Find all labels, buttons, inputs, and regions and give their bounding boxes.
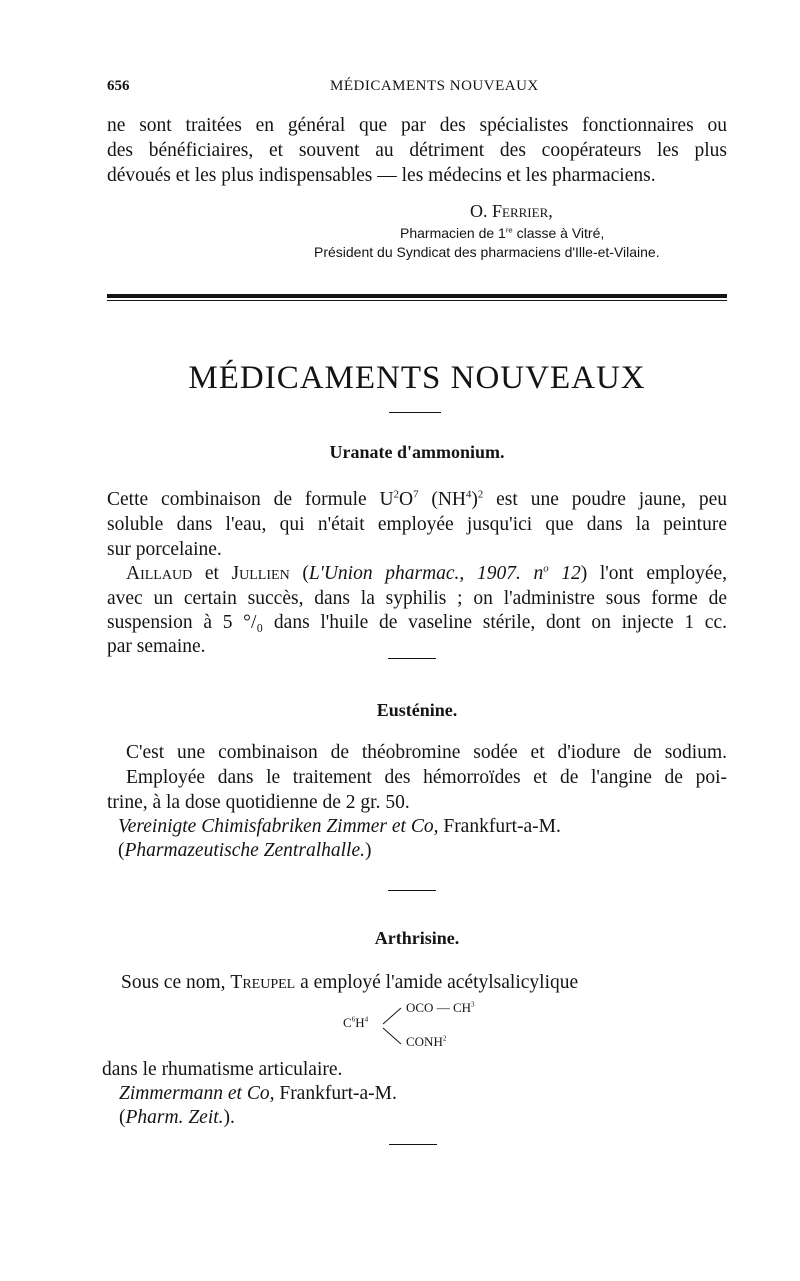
sup: 3	[471, 1000, 475, 1009]
source: Pharm. Zeit.	[125, 1107, 224, 1128]
title-divider	[389, 412, 441, 413]
formula-bottom	[406, 1034, 446, 1050]
s1-p2-line-3: suspension à 5 °/₀ dans l'huile de vaseline stérile, dont on injecte 1 cc.	[107, 612, 727, 633]
bond-up	[383, 1008, 401, 1024]
bond-down	[383, 1028, 401, 1044]
s1-p1-line-2: soluble dans l'eau, qui n'était employée jusqu'ici que dans la peinture	[107, 514, 727, 535]
text-span: (	[119, 1107, 126, 1128]
s1-p2-line-2: avec un certain succès, dans la syphilis ; on l'administre sous forme de	[107, 588, 727, 609]
text-span: Cette combinaison de formule U	[107, 489, 394, 510]
page-number: 656	[107, 78, 130, 94]
intro-line-1: ne sont traitées en général que par des spécialistes fonctionnaires ou	[107, 115, 727, 136]
text-span: Frankfurt-a-M.	[274, 1083, 397, 1104]
section-rule-thick	[107, 294, 727, 298]
signature-title-2: Président du Syndicat des pharmaciens d'Ille-et-Vilaine.	[314, 244, 660, 260]
sup: o	[543, 562, 549, 575]
formula-top	[406, 1000, 475, 1016]
signature-surname: Ferrier,	[492, 201, 553, 221]
text-span: CONH	[406, 1034, 443, 1049]
signature-initial: O.	[470, 201, 488, 221]
heading-arthrisine: Arthrisine.	[374, 928, 460, 948]
s2-line-1: C'est une combinaison de théobromine sodée et d'iodure de sodium.	[126, 742, 727, 763]
divider-1	[388, 658, 436, 659]
text-span: et	[192, 563, 232, 584]
text-span: (NH	[418, 489, 467, 510]
sup: 2	[442, 1034, 447, 1043]
text-span: H	[355, 1015, 365, 1030]
sup: 2	[477, 488, 484, 501]
s3-line-1	[121, 972, 727, 994]
heading-uranate: Uranate d'ammonium.	[329, 442, 505, 462]
text-span: ).	[223, 1107, 235, 1128]
title-sup: re	[505, 225, 513, 235]
divider-2	[388, 890, 436, 891]
text-span: est une poudre jaune, peu	[483, 489, 727, 510]
author: Aillaud	[126, 563, 193, 584]
reference: L'Union pharmac., 1907. n	[308, 563, 544, 584]
text-span: (	[118, 840, 125, 861]
text-span: C	[343, 1015, 352, 1030]
sup: 6	[351, 1015, 356, 1024]
title-pre: Pharmacien de 1	[400, 225, 506, 241]
s2-line-5	[118, 840, 727, 862]
author: Jullien	[231, 563, 290, 584]
s3-line-4	[119, 1107, 727, 1129]
sup: 4	[466, 488, 472, 501]
intro-line-2: des bénéficiaires, et souvent au détriment des coopérateurs les plus	[107, 140, 727, 161]
formula-bonds	[381, 1004, 405, 1048]
text-span: ) l'ont employée,	[580, 563, 728, 584]
sup: 4	[364, 1015, 369, 1024]
s1-p1-line-3: sur porcelaine.	[107, 539, 222, 560]
signature-name	[470, 201, 553, 222]
signature-title-1	[400, 225, 604, 241]
text-span: Frankfurt-a-M.	[438, 816, 561, 837]
text-span: Sous ce nom,	[121, 972, 231, 993]
text-span: OCO — CH	[406, 1000, 472, 1015]
s2-line-4	[118, 816, 727, 838]
company: Vereinigte Chimisfabriken Zimmer et Co,	[118, 816, 439, 837]
sup: 7	[413, 488, 419, 501]
s2-line-2: Employée dans le traitement des hémorroïdes et de l'angine de poi-	[126, 767, 727, 788]
s3-line-2: dans le rhumatisme articulaire.	[102, 1059, 343, 1080]
sup: 2	[393, 488, 399, 501]
s1-p2-line-1	[126, 563, 727, 585]
heading-eustenine: Eusténine.	[376, 700, 458, 720]
text-span: O	[399, 489, 414, 510]
formula-base	[343, 1015, 368, 1031]
reference-number: 12	[548, 563, 581, 584]
section-title: MÉDICAMENTS NOUVEAUX	[188, 360, 646, 396]
text-span: (	[289, 563, 309, 584]
author: Treupel	[230, 972, 296, 993]
section-rule-thin	[107, 300, 727, 301]
intro-line-3: dévoués et les plus indispensables — les médecins et les pharmaciens.	[107, 165, 656, 186]
s1-p2-line-4: par semaine.	[107, 636, 206, 657]
running-title: MÉDICAMENTS NOUVEAUX	[330, 78, 539, 94]
s2-line-3: trine, à la dose quotidienne de 2 gr. 50.	[107, 792, 410, 813]
source: Pharmazeutische Zentralhalle.	[124, 840, 365, 861]
text-span: a employé l'amide acétylsalicylique	[295, 972, 579, 993]
text-span: )	[471, 489, 478, 510]
s3-line-3	[119, 1083, 727, 1105]
text-span: )	[364, 840, 372, 861]
s1-p1-line-1	[107, 489, 727, 511]
company: Zimmermann et Co,	[119, 1083, 275, 1104]
title-post: classe à Vitré,	[512, 225, 605, 241]
divider-3	[389, 1144, 437, 1145]
